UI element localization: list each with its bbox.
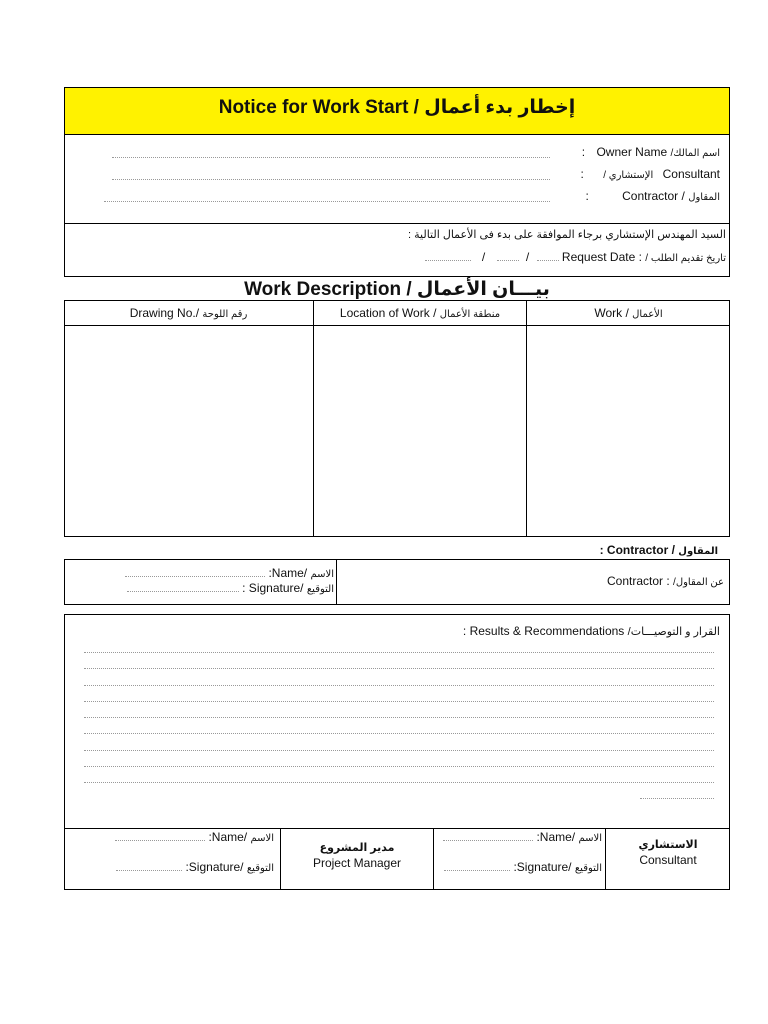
results-line[interactable] xyxy=(84,766,714,767)
pm-name-ar: الاسم xyxy=(250,833,274,844)
pm-sig-row xyxy=(116,860,274,874)
consultant-name-row xyxy=(443,830,602,844)
date-sep-1: / xyxy=(481,250,486,264)
consultant-name-field[interactable] xyxy=(443,840,533,841)
contractor-sig-en: : Signature/ xyxy=(242,581,304,595)
consultant-label-ar: الإستشاري / xyxy=(603,170,654,181)
page-title-en: Notice for Work Start / xyxy=(218,97,419,118)
on-behalf-en: Contractor : xyxy=(607,574,670,588)
consultant-sig-field[interactable] xyxy=(444,870,510,871)
request-line: السيد المهندس الإستشاري برجاء الموافقة على بدء فى الأعمال التالية : xyxy=(408,229,726,241)
contractor-label-en: Contractor / xyxy=(622,189,685,203)
contractor-row xyxy=(585,189,720,203)
date-field[interactable] xyxy=(425,260,471,261)
request-date-label-en: Request Date : xyxy=(561,250,642,264)
consultant-signoff-title xyxy=(606,838,730,867)
pm-sig-ar: التوقيع xyxy=(246,863,274,874)
results-line[interactable] xyxy=(84,750,714,751)
pm-sig-field[interactable] xyxy=(116,870,182,871)
owner-label-ar: اسم المالك/ xyxy=(670,148,720,159)
results-line[interactable] xyxy=(84,717,714,718)
request-date-row xyxy=(425,250,727,264)
col-work-en: Work / xyxy=(594,306,629,320)
contractor-box-divider xyxy=(336,559,337,605)
drawing-cell[interactable] xyxy=(65,326,312,536)
contractor-colon: : xyxy=(585,189,589,203)
on-behalf-contractor xyxy=(607,574,724,588)
results-line[interactable] xyxy=(640,798,714,799)
pm-signoff-ar: مدير المشروع xyxy=(319,842,395,854)
results-line[interactable] xyxy=(84,782,714,783)
contractor-name-row xyxy=(125,566,334,580)
consultant-sig-row xyxy=(444,860,602,874)
consultant-field[interactable] xyxy=(112,179,550,180)
results-line[interactable] xyxy=(84,668,714,669)
contractor-heading-ar: المقاول xyxy=(678,546,718,557)
consultant-label-en: Consultant xyxy=(662,167,720,181)
results-line[interactable] xyxy=(84,701,714,702)
col-header-location xyxy=(314,306,526,320)
results-line[interactable] xyxy=(84,685,714,686)
results-label-ar: القرار و التوصيـــات/ xyxy=(627,626,720,638)
pm-sig-en: :Signature/ xyxy=(185,860,244,874)
date-field-day[interactable] xyxy=(537,260,559,261)
contractor-field[interactable] xyxy=(104,201,550,202)
work-description-title-ar: بيـــان الأعمال xyxy=(416,279,550,300)
pm-name-field[interactable] xyxy=(115,840,205,841)
request-date-label-ar: تاريخ تقديم الطلب / xyxy=(645,253,726,264)
page-title-ar: إخطار بدء أعمال xyxy=(424,97,576,118)
on-behalf-ar: عن المقاول/ xyxy=(673,577,724,588)
location-cell[interactable] xyxy=(314,326,525,536)
contractor-label-ar: المقاول xyxy=(688,192,720,203)
signoff-divider-2 xyxy=(433,828,434,890)
col-drawing-ar: رقم اللوحة xyxy=(202,309,248,320)
work-description-title-en: Work Description / xyxy=(244,279,412,300)
owner-row xyxy=(582,145,720,159)
results-label xyxy=(463,624,720,638)
consultant-sig-ar: التوقيع xyxy=(574,863,602,874)
work-description-title xyxy=(64,278,730,301)
consultant-name-ar: الاسم xyxy=(578,833,602,844)
owner-field[interactable] xyxy=(112,157,550,158)
col-header-work xyxy=(527,306,730,320)
date-sep-2: / xyxy=(525,250,530,264)
owner-colon: : xyxy=(581,145,586,159)
contractor-heading-en: : Contractor / xyxy=(599,543,675,557)
col-work-ar: الأعمال xyxy=(632,309,663,320)
results-label-en: : Results & Recommendations xyxy=(462,624,625,638)
pm-name-en: :Name/ xyxy=(208,830,248,844)
col-location-ar: منطقة الأعمال xyxy=(439,309,501,320)
owner-label-en: Owner Name xyxy=(596,145,668,159)
consultant-signoff-ar: الاستشاري xyxy=(638,839,698,851)
col-drawing-en: Drawing No./ xyxy=(129,306,200,320)
consultant-row xyxy=(581,167,720,181)
consultant-name-en: :Name/ xyxy=(536,830,576,844)
contractor-name-en: :Name/ xyxy=(268,566,308,580)
consultant-sig-en: :Signature/ xyxy=(513,860,572,874)
pm-signoff-title xyxy=(281,841,433,870)
work-cell[interactable] xyxy=(527,326,729,536)
col-header-drawing xyxy=(64,306,313,320)
contractor-name-field[interactable] xyxy=(125,576,265,577)
col-location-en: Location of Work / xyxy=(339,306,437,320)
pm-signoff-en: Project Manager xyxy=(312,856,402,870)
consultant-signoff-en: Consultant xyxy=(639,853,697,867)
contractor-heading xyxy=(600,543,718,557)
contractor-name-ar: الاسم xyxy=(310,569,334,580)
contractor-sig-ar: التوقيع xyxy=(306,584,334,595)
results-line[interactable] xyxy=(84,652,714,653)
signoff-divider-top xyxy=(64,828,730,829)
consultant-colon: : xyxy=(580,167,584,181)
date-field-month[interactable] xyxy=(497,260,519,261)
pm-name-row xyxy=(115,830,274,844)
contractor-sig-row xyxy=(127,581,334,595)
contractor-sig-field[interactable] xyxy=(127,591,239,592)
page-title xyxy=(64,96,730,119)
results-line[interactable] xyxy=(84,733,714,734)
